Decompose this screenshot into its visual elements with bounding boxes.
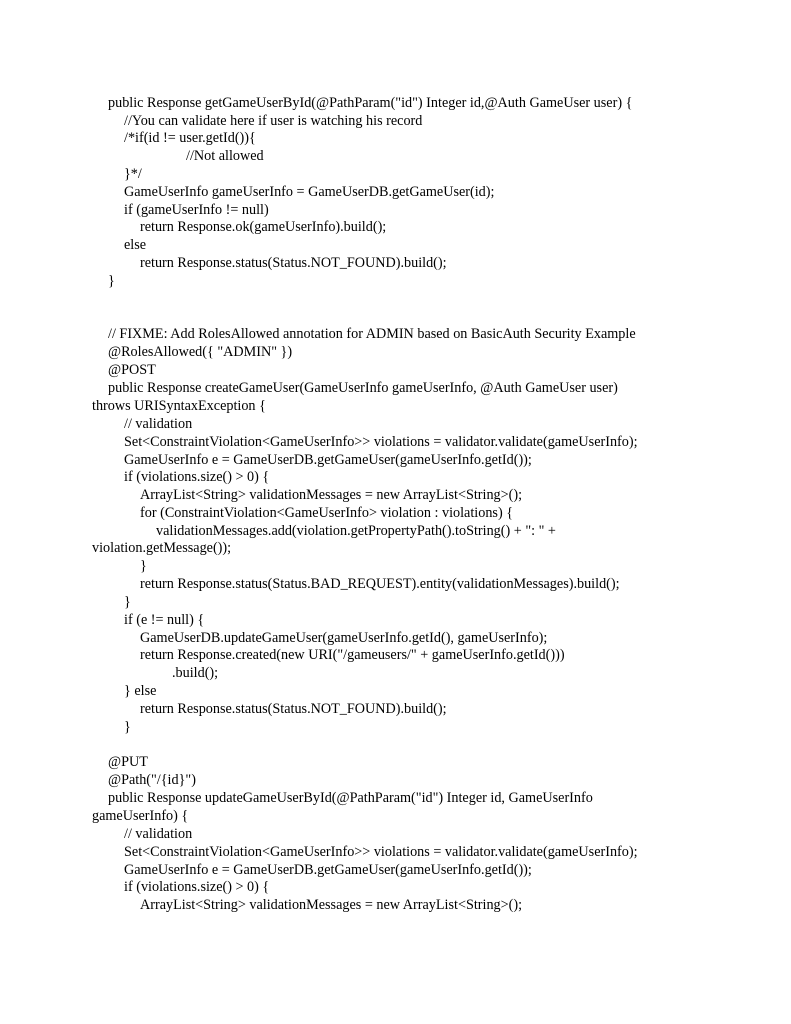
code-line: ArrayList<String> validationMessages = new ArrayList<String>(); xyxy=(140,487,523,503)
code-line: Set<ConstraintViolation<GameUserInfo>> violations = validator.validate(gameUserInfo); xyxy=(124,844,638,860)
code-line: @RolesAllowed({ "ADMIN" }) xyxy=(108,344,293,360)
code-line: for (ConstraintViolation<GameUserInfo> violation : violations) { xyxy=(140,505,514,521)
code-line: // validation xyxy=(124,416,193,432)
code-line: GameUserInfo e = GameUserDB.getGameUser(gameUserInfo.getId()); xyxy=(124,452,532,468)
code-line: GameUserInfo e = GameUserDB.getGameUser(gameUserInfo.getId()); xyxy=(124,862,532,878)
code-line: else xyxy=(124,237,147,253)
code-line: /*if(id != user.getId()){ xyxy=(124,130,256,146)
code-line: @PUT xyxy=(108,754,148,770)
code-line: //You can validate here if user is watching his record xyxy=(124,113,423,129)
code-line: //Not allowed xyxy=(186,148,264,164)
code-line: public Response createGameUser(GameUserInfo gameUserInfo, @Auth GameUser user) xyxy=(108,380,618,396)
code-line: } xyxy=(108,273,115,289)
code-line: validationMessages.add(violation.getPropertyPath().toString() + ": " + xyxy=(156,523,556,539)
code-line: return Response.created(new URI("/gameusers/" + gameUserInfo.getId())) xyxy=(140,647,565,663)
code-line: @Path("/{id}") xyxy=(108,772,196,788)
code-line: if (violations.size() > 0) { xyxy=(124,469,270,485)
code-line: if (gameUserInfo != null) xyxy=(124,202,269,218)
code-line: return Response.status(Status.NOT_FOUND).build(); xyxy=(140,255,447,271)
code-line: gameUserInfo) { xyxy=(92,808,189,824)
code-line: }*/ xyxy=(124,166,142,182)
code-line: GameUserDB.updateGameUser(gameUserInfo.getId(), gameUserInfo); xyxy=(140,630,548,646)
code-line: ArrayList<String> validationMessages = new ArrayList<String>(); xyxy=(140,897,523,913)
code-line: } xyxy=(124,719,131,735)
code-line: violation.getMessage()); xyxy=(92,540,232,556)
code-line: return Response.status(Status.NOT_FOUND).build(); xyxy=(140,701,447,717)
code-line: } xyxy=(124,594,131,610)
code-line: GameUserInfo gameUserInfo = GameUserDB.getGameUser(id); xyxy=(124,184,495,200)
code-line: } else xyxy=(124,683,157,699)
code-line: if (violations.size() > 0) { xyxy=(124,879,270,895)
code-line: // validation xyxy=(124,826,193,842)
code-line: if (e != null) { xyxy=(124,612,205,628)
code-line: } xyxy=(140,558,147,574)
code-line: .build(); xyxy=(172,665,219,681)
code-line: public Response updateGameUserById(@PathParam("id") Integer id, GameUserInfo xyxy=(108,790,593,806)
code-line: // FIXME: Add RolesAllowed annotation for ADMIN based on BasicAuth Security Example xyxy=(108,326,636,342)
code-line: return Response.status(Status.BAD_REQUEST).entity(validationMessages).build(); xyxy=(140,576,620,592)
code-line: return Response.ok(gameUserInfo).build(); xyxy=(140,219,387,235)
code-line: Set<ConstraintViolation<GameUserInfo>> violations = validator.validate(gameUserInfo); xyxy=(124,434,638,450)
code-line: @POST xyxy=(108,362,156,378)
code-line: public Response getGameUserById(@PathParam("id") Integer id,@Auth GameUser user) { xyxy=(108,95,633,111)
code-line: throws URISyntaxException { xyxy=(92,398,266,414)
